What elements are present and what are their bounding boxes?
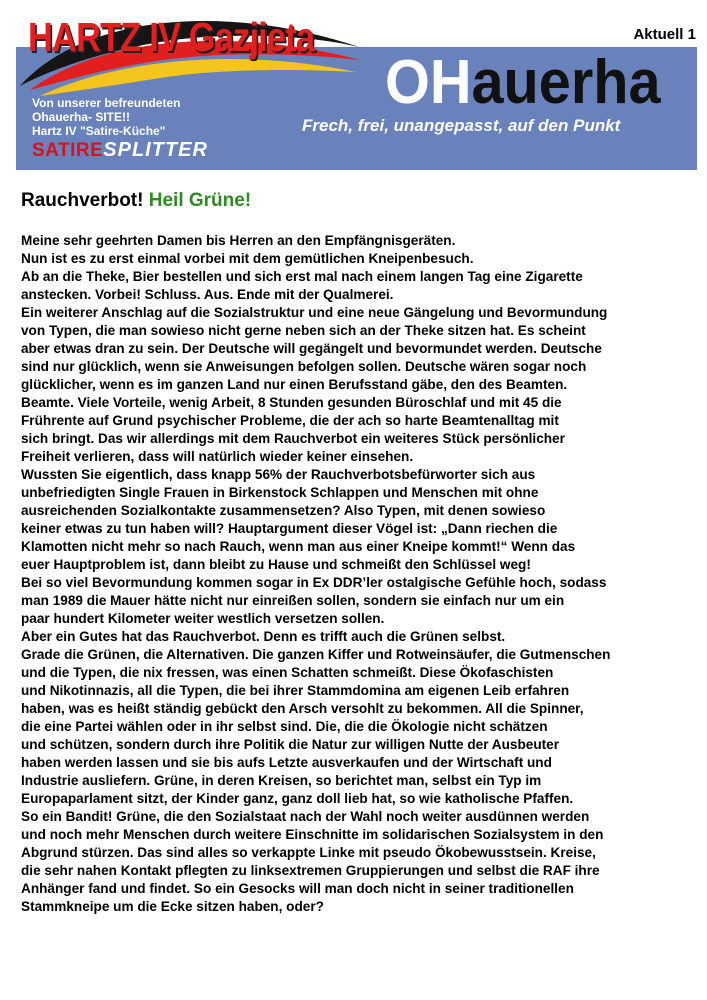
body-line: und schützen, sondern durch ihre Politik die Natur zur willigen Nutte der Ausbeuter [21, 737, 560, 752]
body-line: Klamotten nicht mehr so nach Rauch, wenn man aus einer Kneipe kommt!“ Wenn das [21, 539, 576, 554]
body-line: Industrie ausliefern. Grüne, in deren Kreisen, so berichtet man, selbst ein Typ im [21, 773, 542, 788]
body-line: Meine sehr geehrten Damen bis Herren an den Empfängnisgeräten. [21, 233, 456, 248]
body-line: Freiheit verlieren, dass will natürlich wieder keiner einsehen. [21, 449, 414, 464]
body-line: und die Typen, die nix fressen, was einen Schatten schmeißt. Diese Ökofaschisten [21, 665, 554, 680]
body-line: und Nikotinnazis, all die Typen, die bei ihrer Stammdomina am eigenen Leib erfahren [21, 683, 570, 698]
issue-label: Aktuell 1 [633, 26, 696, 43]
title-accent: Heil Grüne! [148, 190, 252, 211]
article-title [21, 190, 251, 212]
body-line: ausreichenden Sozialkontakte zusammensetzen? Also Typen, mit denen sowieso [21, 503, 546, 518]
body-line: euer Hauptproblem ist, dann bleibt zu Hause und schmeißt den Schlüssel weg! [21, 557, 531, 572]
intro-line: Ohauerha- SITE!! [32, 110, 131, 124]
splitter-word: SPLITTER [103, 139, 208, 161]
body-line: Aber ein Gutes hat das Rauchverbot. Denn es trifft auch die Grünen selbst. [21, 629, 506, 644]
body-line: die sehr nahen Kontakt pflegten zu linksextremen Gruppierungen und selbst die RAF ihre [21, 863, 600, 878]
body-line: Abgrund stürzen. Das sind alles so verkappte Linke mit pseudo Ökobewusstsein. Kreise, [21, 845, 596, 860]
article-body [21, 232, 691, 916]
intro-line: Hartz IV "Satire-Küche" [32, 124, 166, 138]
title-main: Rauchverbot! [21, 190, 144, 211]
body-line: Stammkneipe um die Ecke sitzen haben, oder? [21, 899, 324, 914]
body-line: Beamte. Viele Vorteile, wenig Arbeit, 8 Stunden gesunden Büroschlaf und mit 45 die [21, 395, 562, 410]
satire-splitter-logo [32, 139, 208, 162]
body-line: Anhänger fand und findet. So ein Gesocks will man doch nicht in seiner traditionellen [21, 881, 574, 896]
body-line: glücklicher, wenn es im ganzen Land nur einen Berufsstand gäbe, den des Beamten. [21, 377, 568, 392]
body-line: die eine Partei wählen oder in ihr selbst sind. Die, die die Ökologie nicht schätzen [21, 719, 548, 734]
body-line: keiner etwas zu tun haben will? Hauptargument dieser Vögel ist: „Dann riechen die [21, 521, 558, 536]
tagline: Frech, frei, unangepasst, auf den Punkt [302, 116, 621, 135]
satire-word: SATIRE [32, 140, 104, 161]
brand-rest: auerha [471, 48, 661, 117]
body-line: unbefriedigten Single Frauen in Birkenstock Schlappen und Menschen mit ohne [21, 485, 539, 500]
body-line: Grade die Grünen, die Alternativen. Die ganzen Kiffer und Rotweinsäufer, die Gutmenschen [21, 647, 611, 662]
brand-oh: OH [385, 48, 472, 117]
body-line: aber etwas dran zu sein. Der Deutsche will gegängelt und bevormundet werden. Deutsche [21, 341, 602, 356]
body-line: sich bringt. Das wir allerdings mit dem Rauchverbot ein weiteres Stück persönlicher [21, 431, 565, 446]
body-line: von Typen, die man sowieso nicht gerne neben sich an der Theke sitzen hat. Es scheint [21, 323, 586, 338]
body-line: paar hundert Kilometer weiter westlich versetzen sollen. [21, 611, 385, 626]
body-line: Wussten Sie eigentlich, dass knapp 56% der Rauchverbotsbefürworter sich aus [21, 467, 536, 482]
body-line: haben, was es heißt ständig gebückt den Arsch versohlt zu bekommen. All die Spinner, [21, 701, 584, 716]
body-line: Ab an die Theke, Bier bestellen und sich erst mal nach einem langen Tag eine Zigarette [21, 269, 583, 284]
body-line: Bei so viel Bevormundung kommen sogar in Ex DDR’ler ostalgische Gefühle hoch, sodass [21, 575, 607, 590]
brand-wordmark [385, 48, 661, 117]
logo-title: HARTZ IV Gazjieta [28, 14, 315, 60]
intro-line: Von unserer befreundeten [32, 96, 181, 110]
body-line: anstecken. Vorbei! Schluss. Aus. Ende mit der Qualmerei. [21, 287, 394, 302]
body-line: man 1989 die Mauer hätte nicht nur einreißen sollen, sondern sie einfach nur um ein [21, 593, 565, 608]
body-line: Frührente auf Grund psychischer Probleme, die der ach so harte Beamtenalltag mit [21, 413, 559, 428]
body-line: So ein Bandit! Grüne, die den Sozialstaat nach der Wahl noch weiter ausdünnen werden [21, 809, 590, 824]
body-line: Nun ist es zu erst einmal vorbei mit dem gemütlichen Kneipenbesuch. [21, 251, 474, 266]
body-line: und noch mehr Menschen durch weitere Einschnitte im solidarischen Sozialsystem in den [21, 827, 604, 842]
body-line: sind nur glücklich, wenn sie Anweisungen befolgen sollen. Deutsche wären sogar noch [21, 359, 587, 374]
body-line: haben werden lassen und sie bis aufs Letzte ausverkaufen und der Wirtschaft und [21, 755, 552, 770]
body-line: Europaparlament sitzt, der Kinder ganz, ganz doll lieb hat, so wie katholische Pfaffen. [21, 791, 574, 806]
body-line: Ein weiterer Anschlag auf die Sozialstruktur und eine neue Gängelung und Bevormundung [21, 305, 608, 320]
